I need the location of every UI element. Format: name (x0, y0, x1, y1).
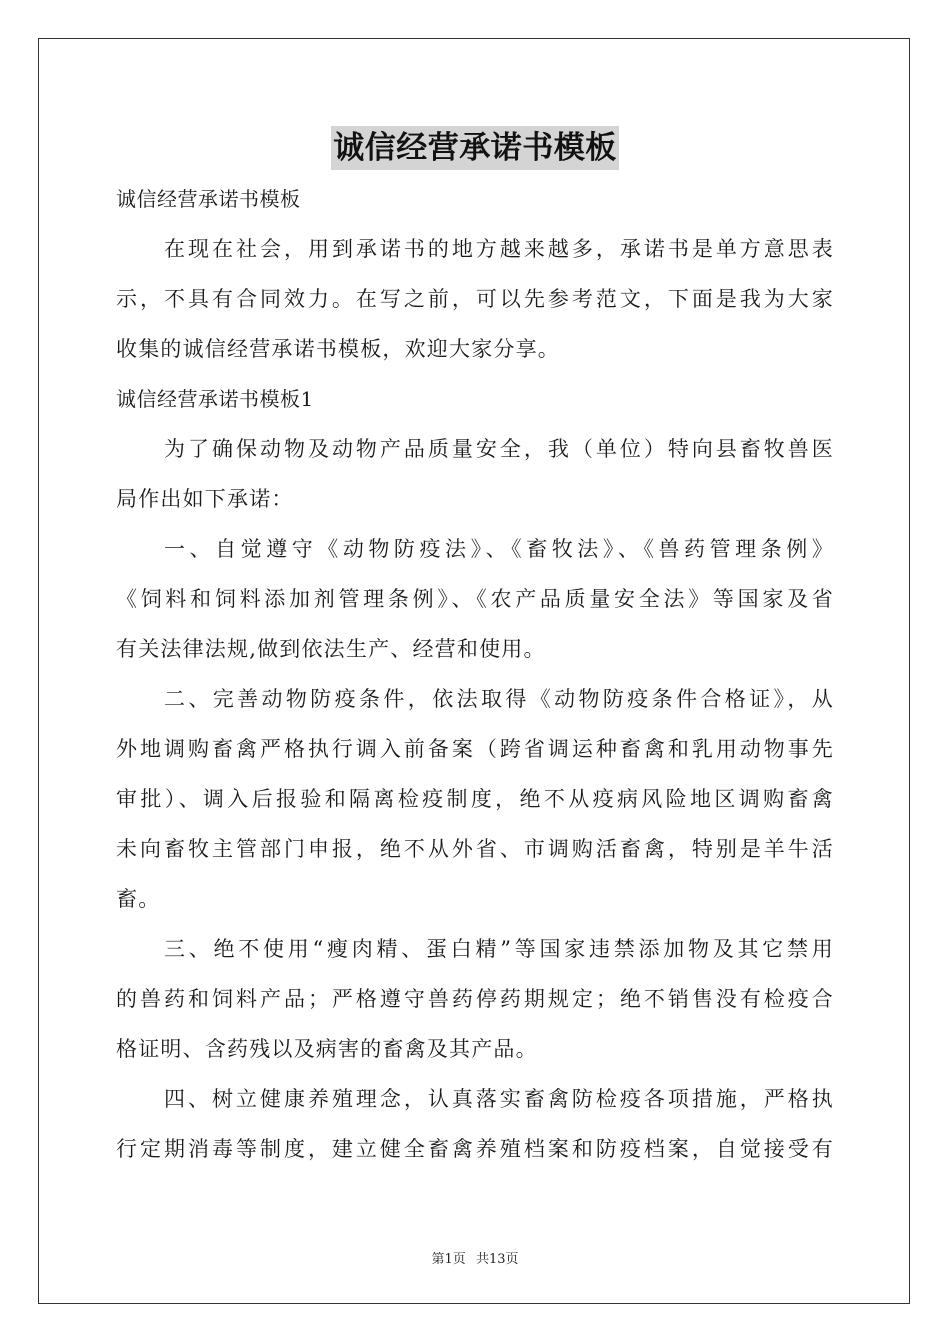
text-line: 局作出如下承诺： (116, 487, 294, 511)
title-container (0, 126, 950, 170)
text-line: 在现在社会，用到承诺书的地方越来越多，承诺书是单方意思表 (164, 237, 834, 261)
text-line: 为了确保动物及动物产品质量安全，我（单位）特向县畜牧兽医 (164, 437, 834, 461)
text-line: 一、自觉遵守《动物防疫法》、《畜牧法》、《兽药管理条例》 (164, 537, 834, 561)
text-line: 未向畜牧主管部门申报，绝不从外省、市调购活畜禽，特别是羊牛活 (116, 837, 834, 861)
text-line: 外地调购畜禽严格执行调入前备案（跨省调运种畜禽和乳用动物事先 (116, 737, 834, 761)
page-footer (0, 1248, 950, 1267)
text-line: 有关法律法规,做到依法生产、经营和使用。 (116, 637, 546, 661)
page-total: 共13页 (475, 1252, 519, 1267)
section-heading: 诚信经营承诺书模板1 (116, 387, 314, 411)
text-line: 二、完善动物防疫条件，依法取得《动物防疫条件合格证》，从 (164, 687, 834, 711)
page-number: 第1页 (431, 1252, 466, 1267)
text-line: 行定期消毒等制度，建立健全畜禽养殖档案和防疫档案，自觉接受有 (116, 1137, 834, 1161)
text-line: 四、树立健康养殖理念，认真落实畜禽防检疫各项措施，严格执 (164, 1087, 834, 1111)
text-line: 格证明、含药残以及病害的畜禽及其产品。 (116, 1037, 538, 1061)
text-line: 审批）、调入后报验和隔离检疫制度，绝不从疫病风险地区调购畜禽 (116, 787, 834, 811)
text-line: 收集的诚信经营承诺书模板，欢迎大家分享。 (116, 337, 560, 361)
text-line: 的兽药和饲料产品；严格遵守兽药停药期规定；绝不销售没有检疫合 (116, 987, 834, 1011)
text-line: 示，不具有合同效力。在写之前，可以先参考范文，下面是我为大家 (116, 287, 834, 311)
text-line: 三、绝不使用“瘦肉精、蛋白精”等国家违禁添加物及其它禁用 (164, 937, 834, 961)
document-title: 诚信经营承诺书模板 (331, 126, 619, 170)
document-body (116, 174, 834, 1174)
text-line: 《饲料和饲料添加剂管理条例》、《农产品质量安全法》等国家及省 (116, 587, 834, 611)
section-heading: 诚信经营承诺书模板 (116, 187, 301, 211)
text-line: 畜。 (116, 887, 161, 911)
